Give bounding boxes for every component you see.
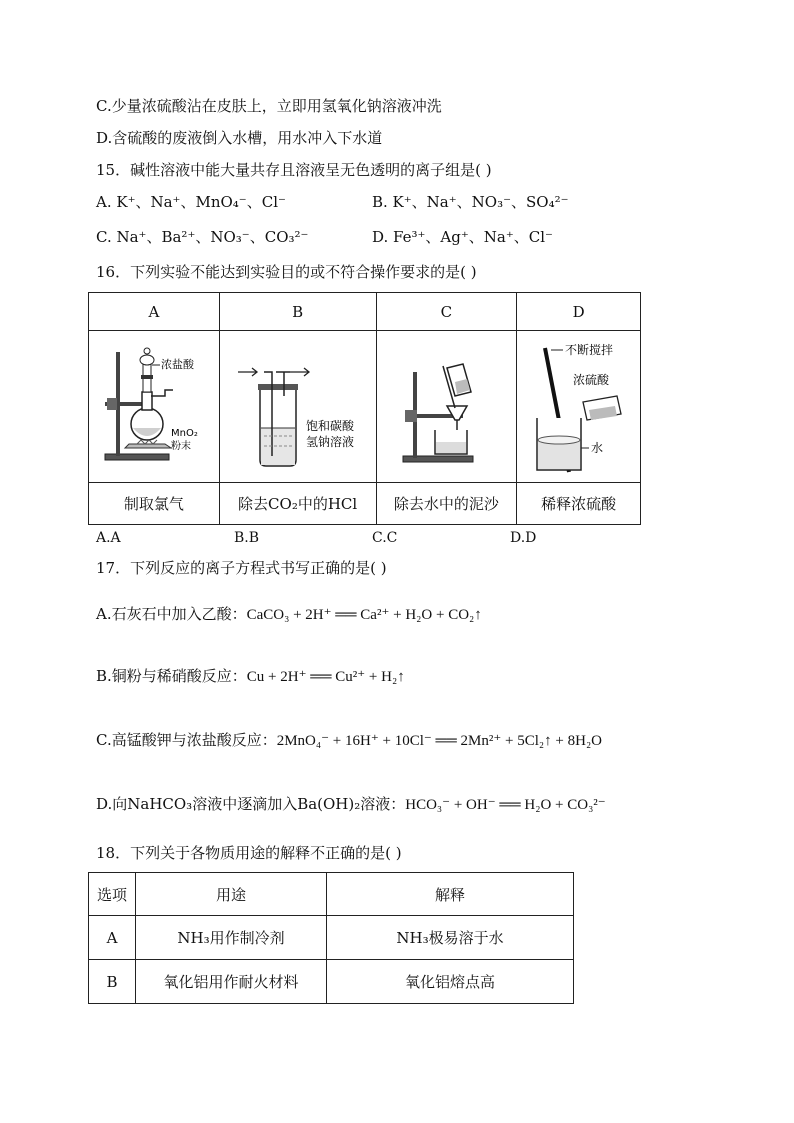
q18-table [88, 872, 574, 1004]
q17-option-a [96, 604, 482, 625]
q16-table [88, 292, 641, 525]
gas-washing-bottle-icon [220, 332, 374, 482]
q15-stem: 15．碱性溶液中能大量共存且溶液呈无色透明的离子组是( ) [96, 161, 492, 179]
q18-row-b-explanation: 氧化铝熔点高 [327, 960, 574, 1004]
filtration-apparatus-icon [377, 332, 515, 482]
q16-answer-b: B.B [234, 530, 260, 546]
q16-purpose-d: 稀释浓硫酸 [517, 483, 641, 525]
q18-row-a-explanation: NH₃极易溶于水 [327, 916, 574, 960]
q18-stem: 18．下列关于各物质用途的解释不正确的是( ) [96, 844, 402, 862]
q16-header-d: D [517, 293, 641, 331]
apparatus-d-cell [517, 331, 641, 483]
q14-option-d: D.含硫酸的废液倒入水槽，用水冲入下水道 [96, 129, 383, 147]
label-water: 水 [591, 440, 604, 455]
q15-option-b: B. K⁺、Na⁺、NO₃⁻、SO₄²⁻ [372, 193, 569, 211]
q18-row-a-use: NH₃用作制冷剂 [136, 916, 327, 960]
q16-header-a: A [89, 293, 220, 331]
label-powder: 粉末 [171, 440, 191, 452]
chlorine-apparatus-icon [89, 332, 217, 482]
apparatus-c-cell [376, 331, 517, 483]
q18-header-option: 选项 [89, 873, 136, 916]
q16-answer-d: D.D [510, 530, 537, 546]
q16-header-b: B [219, 293, 376, 331]
label-conc-hcl: 浓盐酸 [161, 357, 194, 371]
q15-option-a: A. K⁺、Na⁺、MnO₄⁻、Cl⁻ [96, 193, 286, 211]
q18-header-explanation: 解释 [327, 873, 574, 916]
label-sodium-bicarbonate: 氢钠溶液 [305, 434, 354, 449]
q18-header-use: 用途 [136, 873, 327, 916]
q17-stem: 17．下列反应的离子方程式书写正确的是( ) [96, 559, 387, 577]
q16-purpose-c: 除去水中的泥沙 [376, 483, 517, 525]
q17-option-b-text: B.铜粉与稀硝酸反应： [96, 667, 247, 685]
q17-option-c-text: C.高锰酸钾与浓盐酸反应： [96, 731, 277, 749]
q18-row-a-option: A [89, 916, 136, 960]
q16-purpose-b: 除去CO₂中的HCl [219, 483, 376, 525]
label-stirring: 不断搅拌 [565, 342, 614, 357]
q16-purpose-a: 制取氯气 [89, 483, 220, 525]
table-row [89, 916, 574, 960]
q17-option-d [96, 794, 606, 815]
q17-option-b-equation: Cu + 2H⁺ ══ Cu²⁺ + H₂↑ [246, 669, 405, 685]
q18-row-b-use: 氧化铝用作耐火材料 [136, 960, 327, 1004]
label-saturated: 饱和碳酸 [305, 418, 354, 433]
q16-header-c: C [376, 293, 517, 331]
q16-answer-c: C.C [372, 530, 398, 546]
q17-option-d-equation: HCO₃⁻ + OH⁻ ══ H₂O + CO₃²⁻ [405, 797, 606, 813]
q17-option-a-equation: CaCO₃ + 2H⁺ ══ Ca²⁺ + H₂O + CO₂↑ [246, 607, 482, 623]
q14-option-c: C.少量浓硫酸沾在皮肤上，立即用氢氧化钠溶液冲洗 [96, 97, 442, 115]
q15-option-d: D. Fe³⁺、Ag⁺、Na⁺、Cl⁻ [372, 228, 553, 246]
q17-option-c-equation: 2MnO₄⁻ + 16H⁺ + 10Cl⁻ ══ 2Mn²⁺ + 5Cl₂↑ + 8H₂O [276, 733, 603, 749]
q17-option-d-text: D.向NaHCO₃溶液中逐滴加入Ba(OH)₂溶液： [96, 795, 406, 813]
q17-option-b [96, 666, 405, 687]
q16-answer-a: A.A [96, 530, 121, 546]
table-row [89, 960, 574, 1004]
q17-option-c [96, 730, 602, 751]
dilution-apparatus-icon [517, 332, 638, 482]
apparatus-b-cell [219, 331, 376, 483]
label-conc-h2so4: 浓硫酸 [573, 372, 610, 387]
q16-stem: 16．下列实验不能达到实验目的或不符合操作要求的是( ) [96, 263, 477, 281]
label-mno2: MnO₂ [171, 427, 198, 439]
q18-row-b-option: B [89, 960, 136, 1004]
apparatus-a-cell [89, 331, 220, 483]
q17-option-a-text: A.石灰石中加入乙酸： [96, 605, 247, 623]
q15-option-c: C. Na⁺、Ba²⁺、NO₃⁻、CO₃²⁻ [96, 228, 309, 246]
